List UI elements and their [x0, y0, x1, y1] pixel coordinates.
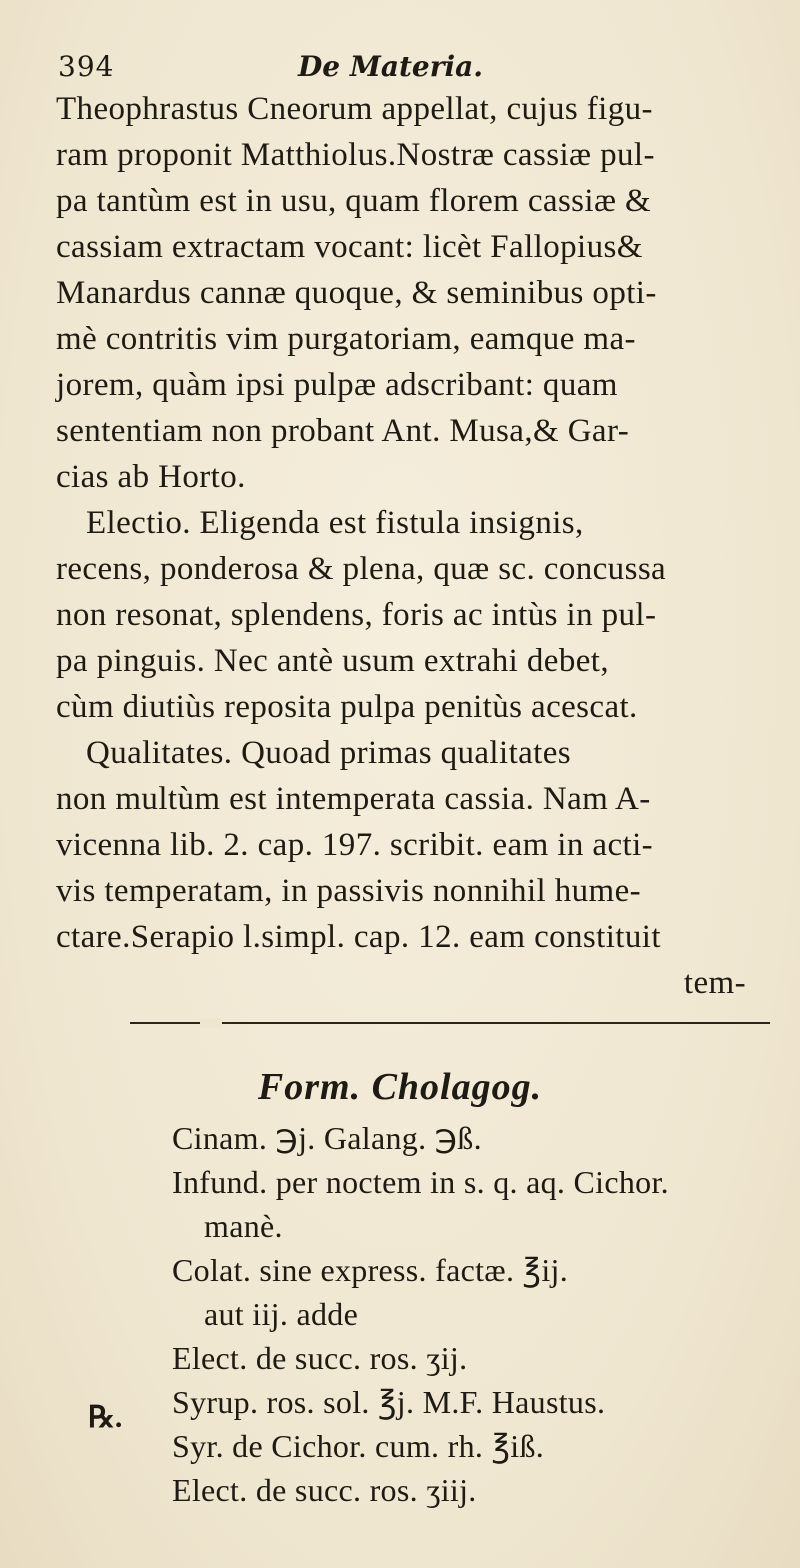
running-head: De Materia. [298, 50, 484, 83]
recipe-marker: ℞. [88, 1401, 123, 1434]
recipe-block [172, 1116, 792, 1512]
text-line-qualitates: Qualitates. Quoad primas qualitates [86, 735, 572, 771]
recipe-line: Syrup. ros. sol. ℥j. M.F. Haustus. [172, 1384, 606, 1420]
text-line: recens, ponderosa & plena, quæ sc. concussa [56, 551, 667, 587]
text-line-electio: Electio. Eligenda est fistula insignis, [86, 505, 584, 541]
text-line: Manardus cannæ quoque, & seminibus opti- [56, 275, 657, 311]
recipe-line: Elect. de succ. ros. ʒiij. [172, 1472, 477, 1508]
text-line: Theophrastus Cneorum appellat, cujus figu- [56, 91, 653, 127]
catchword: tem- [683, 965, 746, 1001]
horizontal-rule [130, 1022, 770, 1024]
text-line: cias ab Horto. [56, 459, 246, 495]
text-line: cassiam extractam vocant: licèt Fallopius& [56, 229, 643, 265]
rule-ornament-gap [200, 1018, 222, 1028]
recipe-line: Elect. de succ. ros. ʒij. [172, 1340, 468, 1376]
text-line: ctare.Serapio l.simpl. cap. 12. eam constituit [56, 919, 661, 955]
text-line: ram proponit Matthiolus.Nostræ cassiæ pul- [56, 137, 655, 173]
text-line: jorem, quàm ipsi pulpæ adscribant: quam [56, 367, 618, 403]
page-number: 394 [58, 50, 115, 83]
text-line: non multùm est intemperata cassia. Nam A- [56, 781, 651, 817]
text-line: pa tantùm est in usu, quam florem cassiæ & [56, 183, 652, 219]
text-line: cùm diutiùs reposita pulpa penitùs acescat. [56, 689, 638, 725]
body-text [56, 86, 766, 1006]
recipe-line: Infund. per noctem in s. q. aq. Cichor. [172, 1164, 669, 1200]
recipe-line: Syr. de Cichor. cum. rh. ℥iß. [172, 1428, 545, 1464]
text-line: vis temperatam, in passivis nonnihil hume- [56, 873, 642, 909]
text-line: pa pinguis. Nec antè usum extrahi debet, [56, 643, 610, 679]
text-line: non resonat, splendens, foris ac intùs in pul- [56, 597, 657, 633]
form-title: Form. Cholagog. [257, 1066, 543, 1108]
text-line: mè contritis vim purgatoriam, eamque ma- [56, 321, 636, 357]
recipe-line: aut iij. adde [204, 1296, 359, 1332]
text-line: vicenna lib. 2. cap. 197. scribit. eam in acti- [56, 827, 654, 863]
recipe-line: manè. [204, 1208, 283, 1244]
page-header [58, 50, 758, 90]
recipe-line: Cinam. ℈j. Galang. ℈ß. [172, 1120, 482, 1156]
text-line: sententiam non probant Ant. Musa,& Gar- [56, 413, 630, 449]
recipe-line: Colat. sine express. factæ. ℥ij. [172, 1252, 569, 1288]
